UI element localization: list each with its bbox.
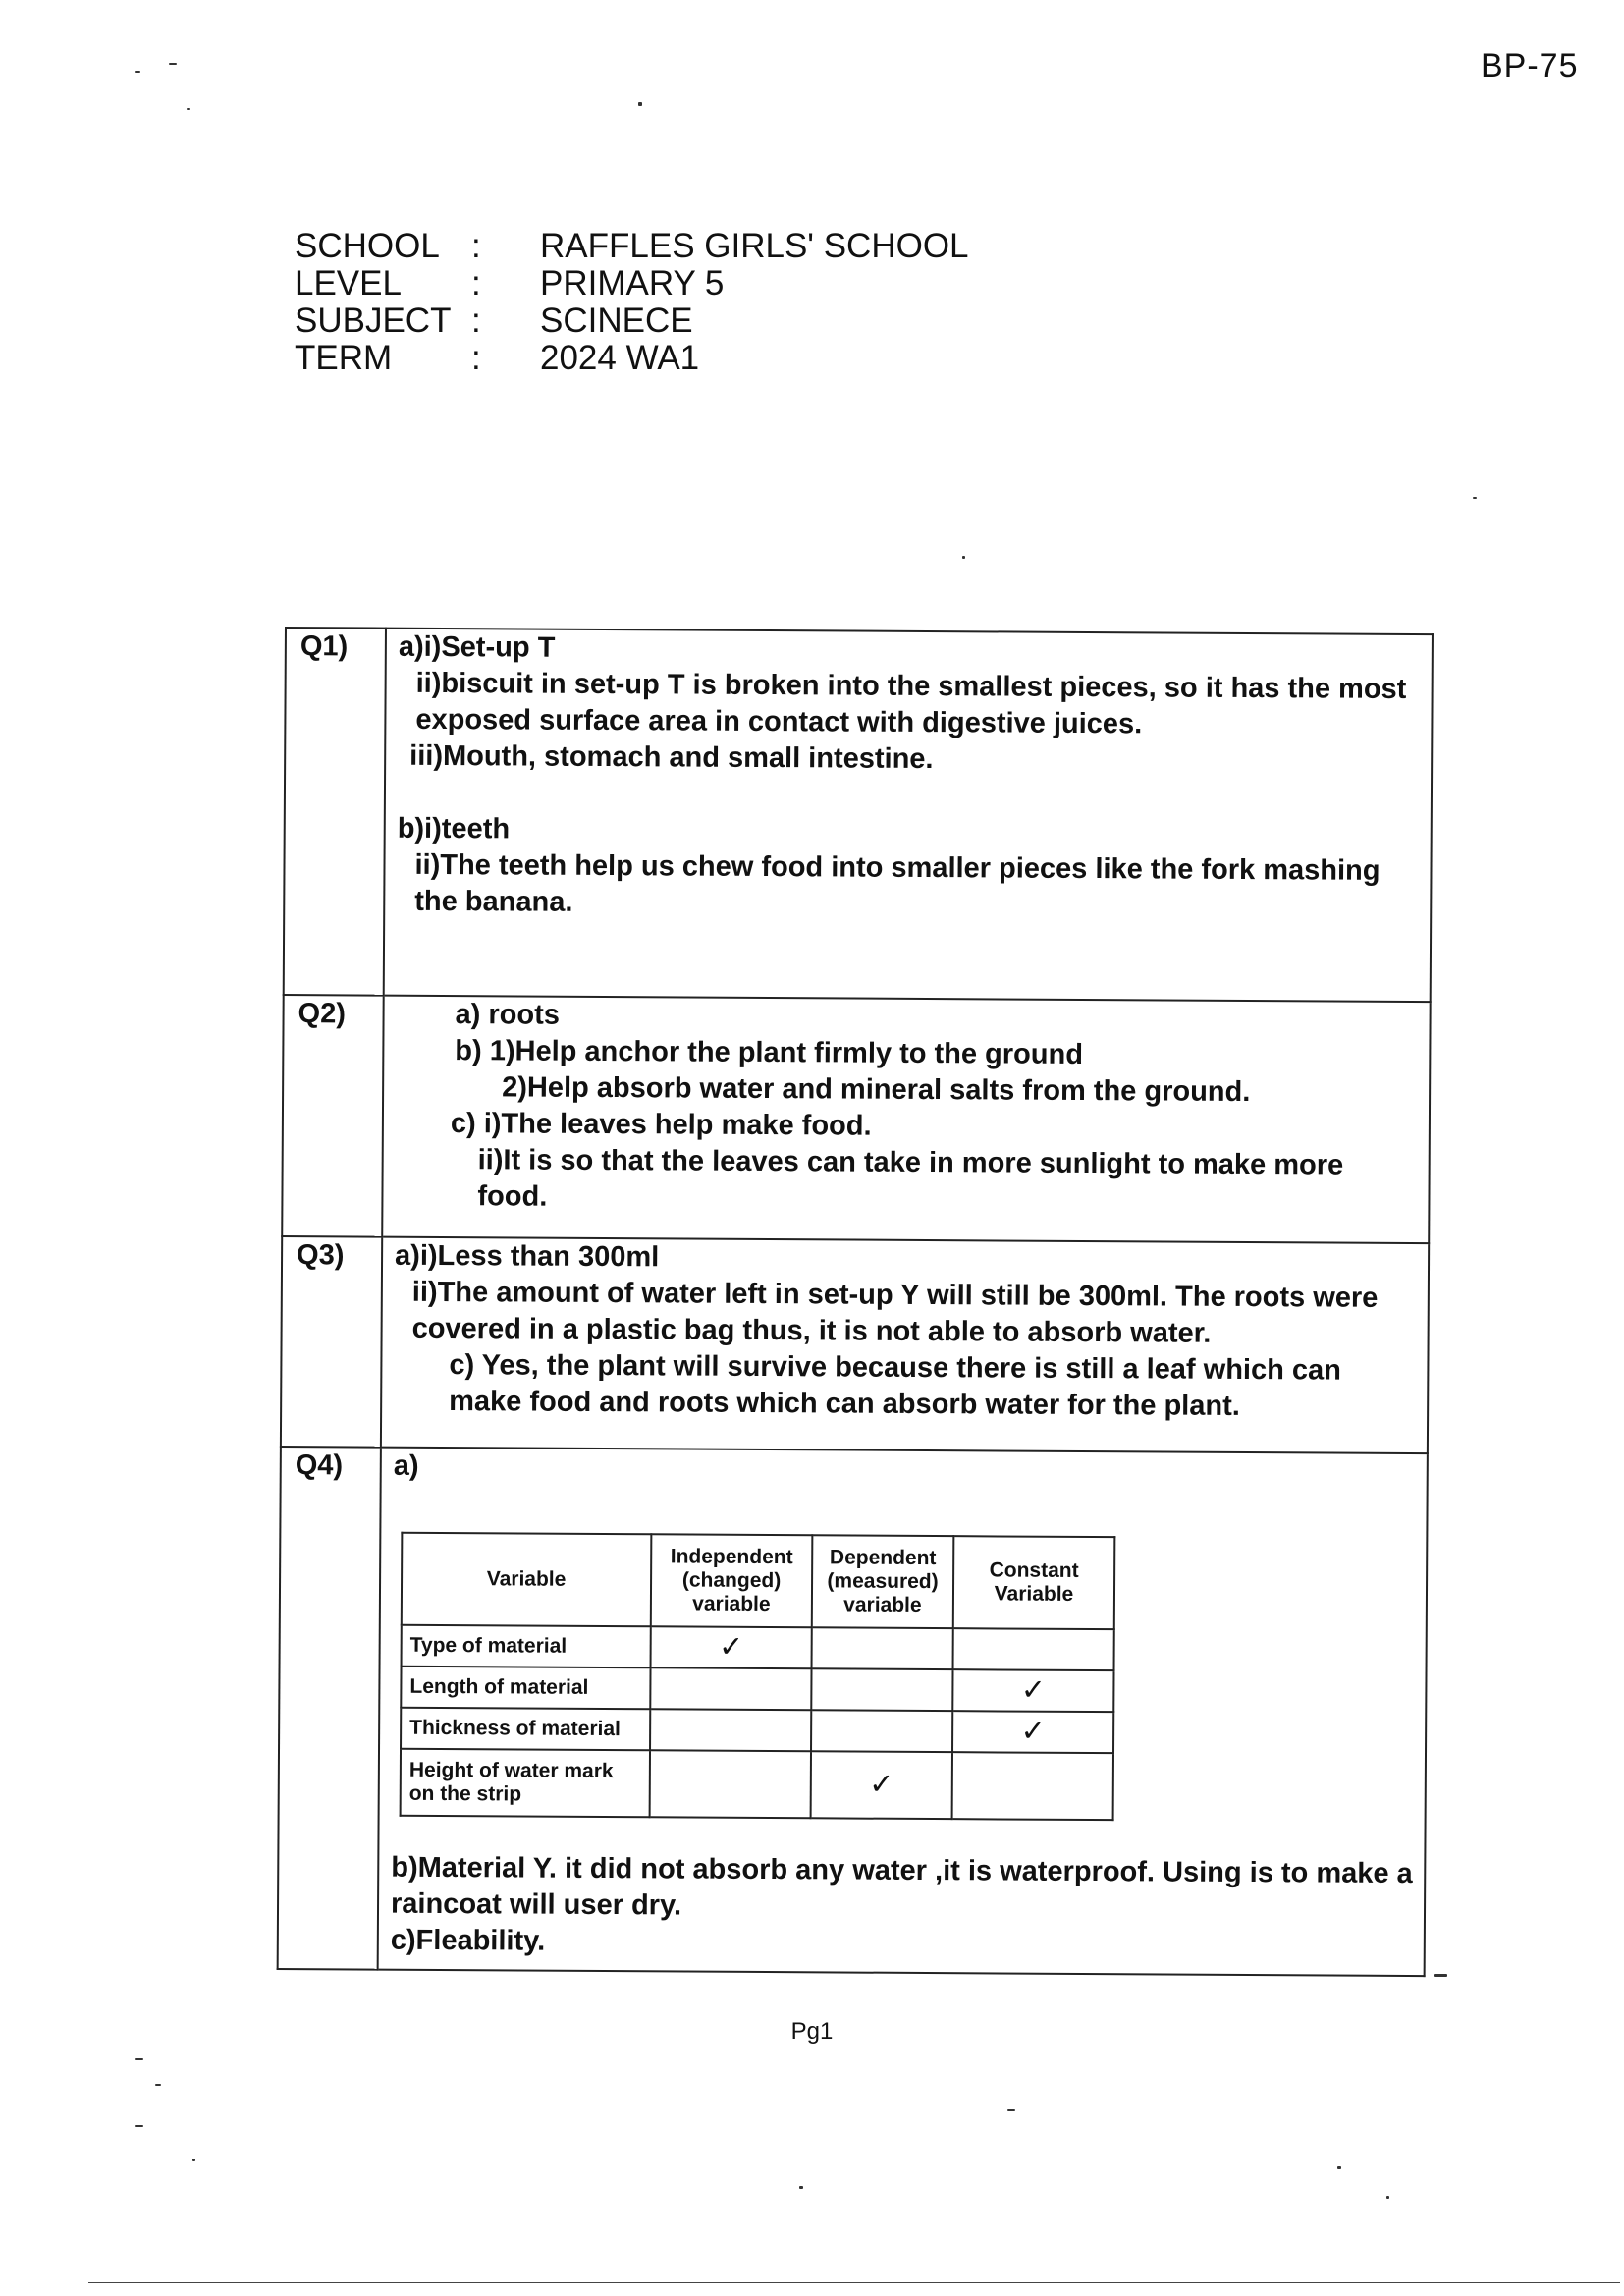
scan-speck <box>135 71 140 73</box>
scan-edge-line <box>88 2282 1620 2283</box>
answer-line: a) roots <box>455 999 561 1031</box>
answer-cell <box>384 629 1433 1003</box>
answer-line: b)i)teeth <box>397 812 511 846</box>
tick-mark <box>811 1668 952 1711</box>
answer-line: c) i)The leaves help make food. <box>450 1108 872 1142</box>
scan-speck <box>1337 2166 1341 2169</box>
header-row-subject <box>295 302 969 340</box>
tick-mark: ✓ <box>952 1669 1113 1712</box>
header-value: PRIMARY 5 <box>540 264 725 302</box>
tick-mark <box>650 1667 811 1710</box>
scan-speck <box>638 102 642 106</box>
answer-line: ii)It is so that the leaves can take in more sunlight to make more food. <box>477 1144 1344 1213</box>
page-number: Pg1 <box>790 2018 834 2045</box>
tick-mark: ✓ <box>651 1626 812 1668</box>
variable-name: Height of water mark on the strip <box>401 1749 650 1818</box>
answer-line: b)Material Y. it did not absorb any water ,it is waterproof. Using is to make a raincoat will user dry. <box>390 1851 1413 1922</box>
scan-speck <box>962 556 965 559</box>
variable-table-header <box>402 1533 1115 1629</box>
table-row <box>401 1749 1113 1820</box>
header-value: RAFFLES GIRLS' SCHOOL <box>540 227 969 265</box>
header-colon: : <box>471 339 481 377</box>
answer-row-q3 <box>281 1236 1429 1453</box>
answer-cell <box>382 996 1430 1244</box>
header-row-level <box>295 265 969 302</box>
column-header: Variable <box>402 1533 652 1627</box>
answer-line: ii)biscuit in set-up T is broken into the smallest pieces, so it has the most exposed surface area in contact with digestive juices. <box>415 667 1407 740</box>
table-row <box>402 1625 1114 1670</box>
header-value: SCINECE <box>540 301 693 340</box>
scan-speck <box>1434 1974 1447 1977</box>
column-header: Independent (changed) variable <box>651 1534 813 1627</box>
header-label: SCHOOL <box>295 227 440 265</box>
header-label: TERM <box>295 339 393 377</box>
answer-line: 2)Help absorb water and mineral salts from the ground. <box>502 1071 1251 1109</box>
answer-row-q4 <box>278 1447 1428 1976</box>
scan-speck <box>135 2125 143 2127</box>
tick-mark <box>650 1750 811 1818</box>
tick-mark <box>953 1628 1114 1670</box>
header-label: LEVEL <box>295 264 402 302</box>
answer-line: a)i)Set-up T <box>398 630 556 664</box>
header-colon: : <box>471 227 481 265</box>
tick-mark: ✓ <box>811 1751 952 1819</box>
table-row <box>401 1708 1113 1753</box>
answer-line: c)Fleability. <box>390 1924 546 1957</box>
exam-header <box>295 228 969 377</box>
header-colon: : <box>471 264 481 302</box>
answer-line: a)i)Less than 300ml <box>394 1239 660 1274</box>
answer-row-q1 <box>284 628 1433 1002</box>
header-label: SUBJECT <box>295 301 452 340</box>
scan-speck <box>799 2186 803 2189</box>
tick-mark: ✓ <box>952 1711 1113 1753</box>
answer-table <box>277 627 1434 1977</box>
header-value: 2024 WA1 <box>540 339 700 377</box>
question-label: Q4) <box>278 1447 381 1970</box>
answer-cell <box>378 1448 1428 1977</box>
variable-name: Length of material <box>401 1667 650 1710</box>
column-header: Constant Variable <box>953 1536 1115 1629</box>
scan-speck <box>1007 2109 1015 2111</box>
tick-mark <box>812 1627 953 1669</box>
page-id: BP-75 <box>1481 47 1579 84</box>
answer-row-q2 <box>282 995 1430 1243</box>
question-label: Q1) <box>284 628 386 996</box>
scan-speck <box>192 2159 195 2161</box>
answer-cell <box>381 1237 1429 1454</box>
header-colon: : <box>471 301 481 340</box>
variable-table <box>400 1532 1116 1821</box>
scan-speck <box>1386 2196 1389 2199</box>
header-row-term <box>295 340 969 377</box>
answer-line: iii)Mouth, stomach and small intestine. <box>409 739 934 776</box>
scan-speck <box>169 63 177 65</box>
tick-mark <box>650 1709 811 1751</box>
scan-speck <box>187 108 190 110</box>
question-label: Q3) <box>281 1236 382 1448</box>
answer-line: b) 1)Help anchor the plant firmly to the ground <box>455 1035 1084 1070</box>
variable-name: Thickness of material <box>401 1708 650 1751</box>
answer-line: a) <box>393 1449 419 1482</box>
table-row <box>401 1667 1113 1712</box>
question-label: Q2) <box>282 995 384 1237</box>
variable-name: Type of material <box>402 1625 651 1668</box>
column-header: Dependent (measured) variable <box>812 1535 954 1628</box>
scan-speck <box>135 2058 143 2060</box>
scan-speck <box>1473 497 1477 499</box>
answer-line: ii)The amount of water left in set-up Y will still be 300ml. The roots were covered in a plastic bag thus, it is not able to absorb water. <box>411 1276 1379 1349</box>
scan-speck <box>155 2084 161 2086</box>
header-row-school <box>295 228 969 265</box>
answer-line: ii)The teeth help us chew food into smaller pieces like the fork mashing the banana. <box>414 848 1380 918</box>
tick-mark <box>952 1752 1113 1820</box>
answer-line: c) Yes, the plant will survive because there is still a leaf which can make food and roots which can absorb water for the plant. <box>449 1349 1342 1422</box>
tick-mark <box>811 1710 952 1752</box>
